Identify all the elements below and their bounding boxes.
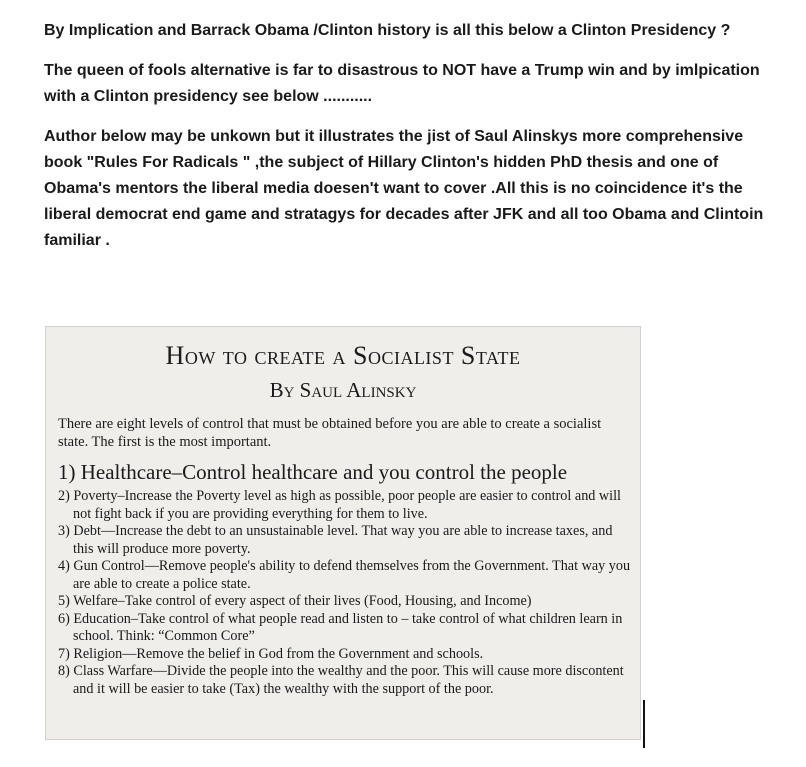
control-levels-list [58, 459, 636, 698]
list-item: 3) Debt––Increase the debt to an unsustainable level. That way you are able to increase taxes, and this will produce more poverty. [58, 523, 613, 557]
list-item: 5) Welfare–Take control of every aspect of their lives (Food, Housing, and Income) [58, 593, 532, 609]
divider-line [643, 700, 645, 748]
intro-paragraph-2: The queen of fools alternative is far to disastrous to NOT have a Trump win and by imlpication with a Clinton presidency see below ........... [44, 62, 760, 105]
socialist-state-image [45, 326, 641, 740]
list-item: 2) Poverty–Increase the Poverty level as high as possible, poor people are easier to control and will not fight back if you are providing everything for them to live. [58, 488, 621, 522]
card-subtitle: By Saul Alinsky [269, 378, 417, 402]
list-item: 7) Religion––Remove the belief in God from the Government and schools. [58, 645, 484, 662]
card-title: How to create a Socialist State [165, 341, 521, 370]
list-item: 1) Healthcare–Control healthcare and you control the people [58, 460, 568, 484]
intro-paragraph-1: By Implication and Barrack Obama /Clinton history is all this below a Clinton Presidency ? [44, 22, 731, 39]
intro-paragraph-3: Author below may be unkown but it illustrates the jist of Saul Alinskys more comprehensive book "Rules For Radicals " ,the subject of Hillary Clinton's hidden PhD thesis and one of Obama's mentors the liberal media doesen't want to cover .All this is no coincidence it's the liberal democrat end game and stratagys for decades after JFK and all too Obama and Clintoin familiar . [44, 128, 764, 249]
intro-text [44, 18, 784, 264]
list-item: 8) Class Warfare––Divide the people into the wealthy and the poor. This will cause more discontent and it will be easier to take (Tax) the wealthy with the support of the poor. [58, 663, 624, 697]
card-intro: There are eight levels of control that must be obtained before you are able to create a socialist state. The first is the most important. [58, 416, 602, 450]
list-item: 4) Gun Control––Remove people's ability to defend themselves from the Government. That way you are able to create a police state. [58, 558, 631, 592]
list-item: 6) Education–Take control of what people read and listen to – take control of what children learn in school. Think: “Common Core” [58, 610, 623, 644]
